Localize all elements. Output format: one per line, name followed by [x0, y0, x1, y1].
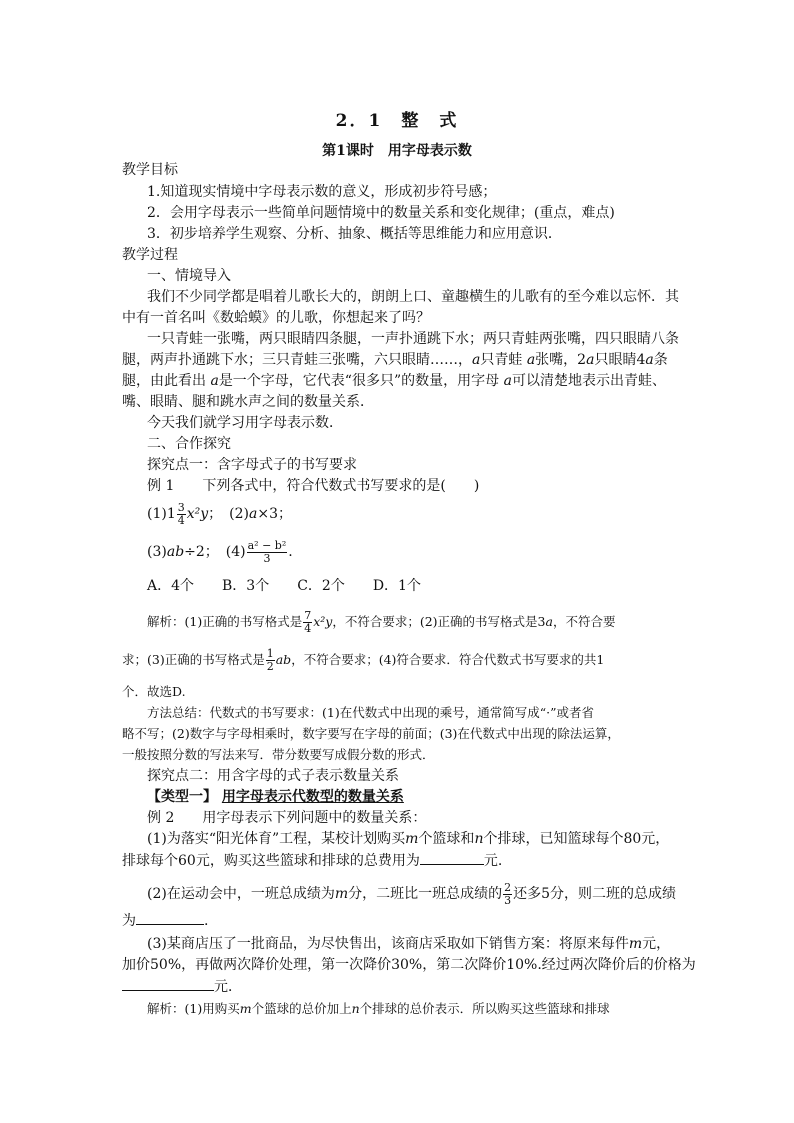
summary-line: 方法总结：代数式的书写要求：(1)在代数式中出现的乘号，通常简写成“·”或者省 — [147, 705, 594, 720]
example-2: 例 2 用字母表示下列问题中的数量关系： — [147, 810, 427, 826]
paragraph-line: 腿，由此看出 a是一个字母，它代表“很多只”的数量，用字母 a可以清楚地表示出青蛙、 — [122, 373, 666, 389]
lesson-subtitle: 第1课时 用字母表示数 — [322, 143, 472, 159]
question-line: 排球每个60元，购买这些篮球和排球的总费用为 元. — [122, 850, 502, 871]
paragraph-line: 一只青蛙一张嘴，两只眼睛四条腿，一声扑通跳下水；两只青蛙两张嘴，四只眼睛八条 — [147, 331, 679, 347]
example-1-options-b: (3)ab÷2； (4) $\frac{\text{a² − b²}}{3}$ . — [147, 538, 293, 565]
fraction: $\frac{1}{2}$ — [266, 647, 274, 673]
answer-blank — [420, 850, 484, 865]
question-line: (3)某商店压了一批商品，为尽快售出，该商店采取如下销售方案：将原来每件m元， — [147, 936, 671, 952]
heading-process: 教学过程 — [122, 247, 178, 263]
question-line: (1)为落实“阳光体育”工程，某校计划购买m个篮球和n个排球，已知篮球每个80元， — [147, 831, 670, 847]
summary-line: 一般按照分数的写法来写．带分数要写成假分数的形式． — [122, 747, 435, 762]
fraction: $\frac{7}{4}$ — [304, 609, 312, 635]
answer-blank — [136, 910, 204, 925]
question-line: 元． — [122, 976, 242, 997]
heading-goals: 教学目标 — [122, 162, 178, 178]
goal-2: 2．会用字母表示一些简单问题情境中的数量关系和变化规律；(重点，难点) — [147, 205, 615, 221]
example-1-options-a: (1)1 $\frac{3}{4}$ x²y； (2)a×3； — [147, 500, 293, 527]
section-explore: 二、合作探究 — [147, 436, 231, 452]
question-line: (2)在运动会中，一班总成绩为m分，二班比一班总成绩的 $\frac{2}{3}$ 还多5分，则二班的总成绩 — [147, 880, 677, 907]
analysis-line: 个．故选D. — [122, 684, 186, 699]
paragraph-line: 腿，两声扑通跳下水；三只青蛙三张嘴，六只眼睛……，a只青蛙 a张嘴，2a只眼睛4a条 — [122, 352, 668, 368]
analysis-line: 求；(3)正确的书写格式是 $\frac{1}{2}$ ab，不符合要求；(4)符合要求．符合代数式书写要求的共1 — [122, 647, 605, 673]
question-line: 加价50%，再做两次降价处理，第一次降价30%，第二次降价10%.经过两次降价后的价格为 — [122, 957, 696, 973]
fraction: $\frac{3}{4}$ — [177, 500, 185, 527]
paragraph-line: 嘴、眼睛、腿和跳水声之间的数量关系． — [122, 394, 374, 410]
example-1-choices: A．4个 B．3个 C．2个 D．1个 — [147, 578, 421, 594]
paragraph-line: 我们不少同学都是唱着儿歌长大的，朗朗上口、童趣横生的儿歌有的至今难以忘怀．其 — [147, 289, 679, 305]
fraction: $\frac{2}{3}$ — [504, 880, 512, 907]
question-line: 为 . — [122, 910, 208, 931]
summary-line: 略不写；(2)数字与字母相乘时，数字要写在字母的前面；(3)在代数式中出现的除法运算， — [122, 726, 620, 741]
example-1: 例 1 下列各式中，符合代数式书写要求的是( ) — [147, 478, 480, 494]
type-1-heading: 【类型一】 用字母表示代数型的数量关系 — [147, 789, 404, 805]
goal-3: 3．初步培养学生观察、分析、抽象、概括等思维能力和应用意识． — [147, 226, 562, 242]
analysis-line: 解析：(1)用购买m个篮球的总价加上n个排球的总价表示．所以购买这些篮球和排球 — [147, 1001, 610, 1016]
explore-point-1: 探究点一：含字母式子的书写要求 — [147, 457, 357, 473]
section-intro: 一、情境导入 — [147, 268, 231, 284]
goal-1: 1.知道现实情境中字母表示数的意义，形成初步符号感； — [147, 184, 497, 200]
paragraph-line: 中有一首名叫《数蛤蟆》的儿歌，你想起来了吗？ — [122, 310, 430, 326]
fraction: $\frac{\text{a² − b²}}{3}$ — [247, 538, 287, 565]
page-title: 2．1 整 式 — [335, 111, 459, 131]
answer-blank — [122, 976, 214, 991]
explore-point-2: 探究点二：用含字母的式子表示数量关系 — [147, 768, 399, 784]
analysis-line: 解析：(1)正确的书写格式是 $\frac{7}{4}$ x²y，不符合要求；(2)正确的书写格式是3a，不符合要 — [147, 609, 616, 635]
paragraph-line: 今天我们就学习用字母表示数． — [147, 415, 343, 431]
